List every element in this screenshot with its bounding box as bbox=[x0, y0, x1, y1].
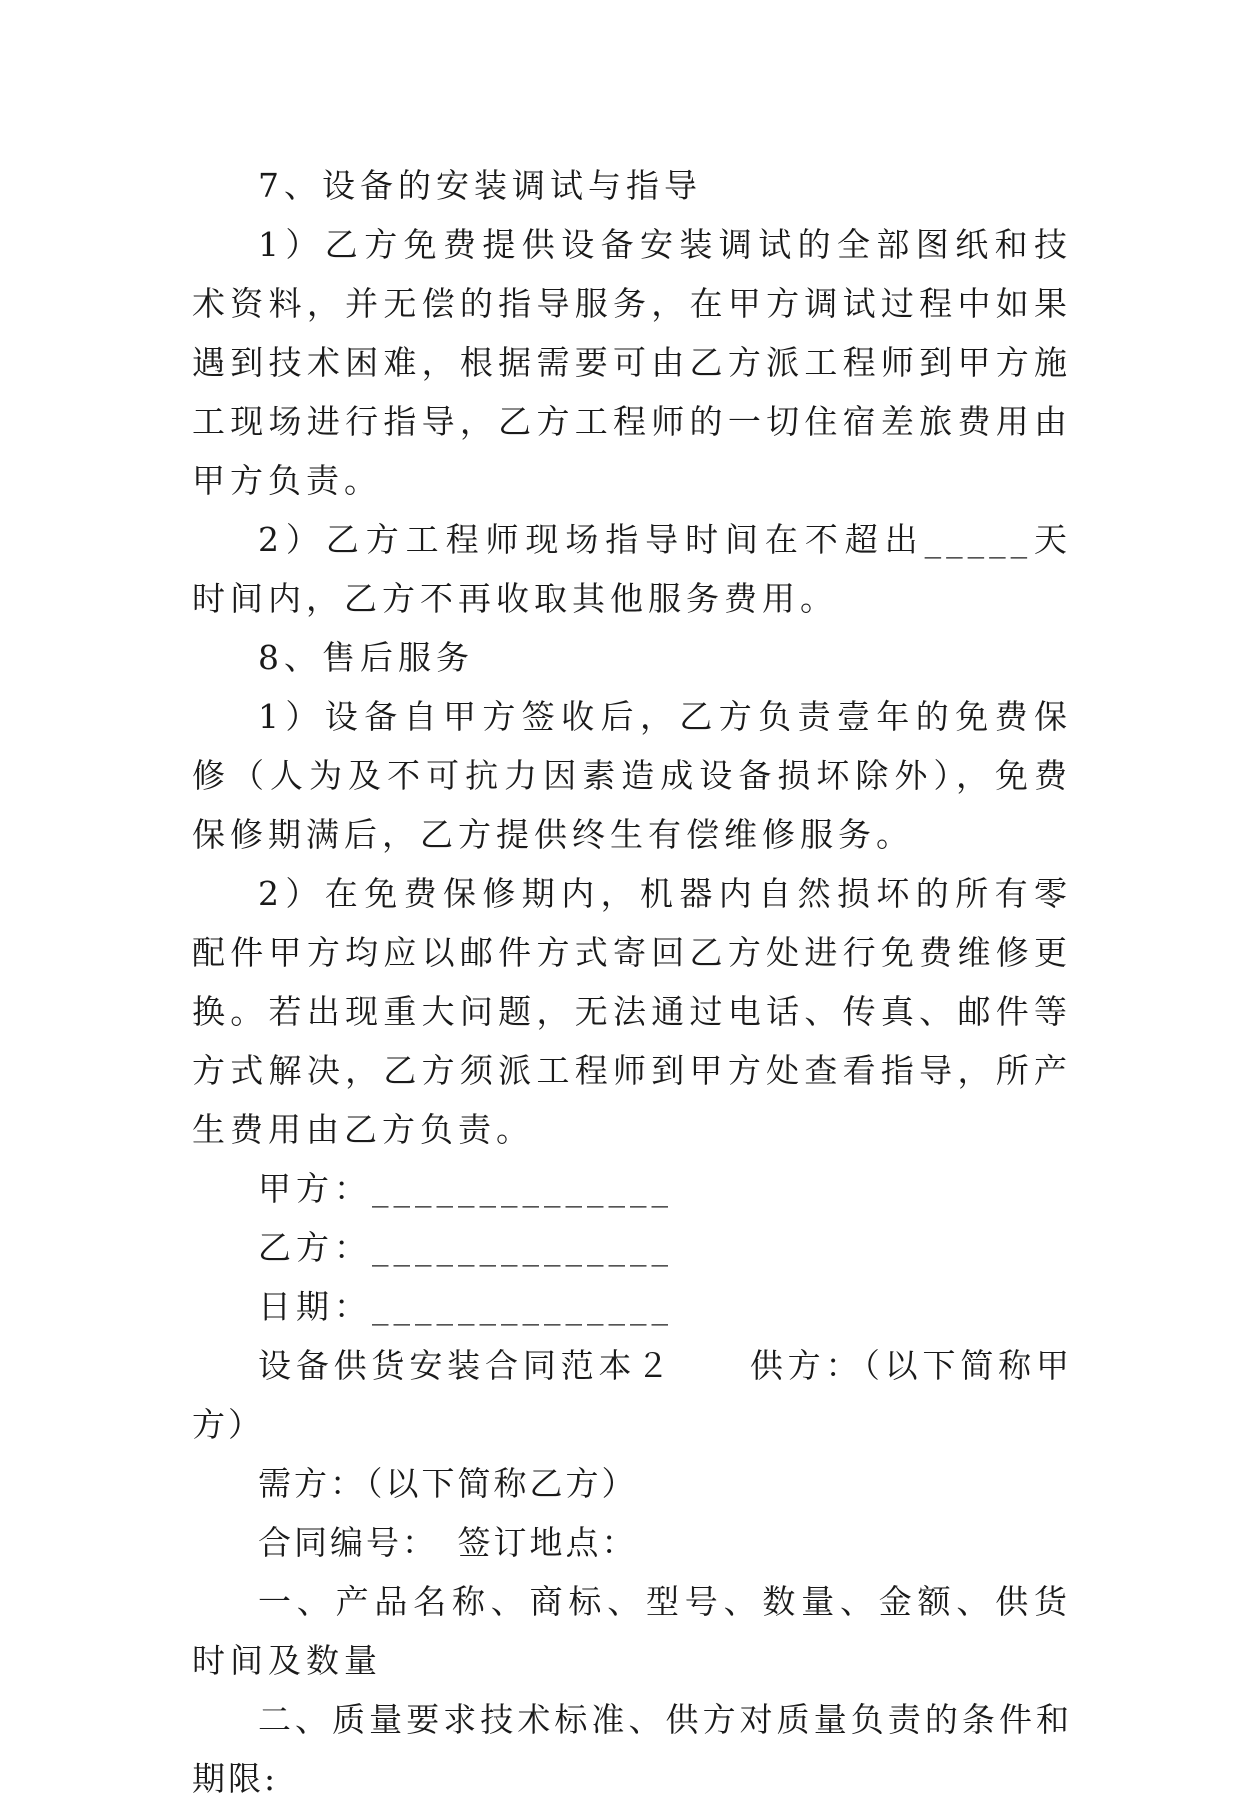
contract-template-2-title: 设备供货安装合同范本２ 供方：（以下简称甲方） bbox=[192, 1346, 1072, 1444]
signature-party-b: 乙方：______________ bbox=[258, 1228, 673, 1267]
section-heading-after-sales: 8、售后服务 bbox=[258, 638, 474, 677]
clause-after-sales-2: 2）在免费保修期内，机器内自然损坏的所有零配件甲方均应以邮件方式寄回乙方处进行免费维修更换。若出现重大问题，无法通过电话、传真、邮件等方式解决，乙方须派工程师到甲方处查看指导，所产生费用由乙方负责。 bbox=[192, 874, 1072, 1149]
contract-number-line: 合同编号： 签订地点： bbox=[258, 1523, 638, 1562]
buyer-line: 需方：（以下简称乙方） bbox=[258, 1464, 638, 1503]
clause-after-sales-1: 1）设备自甲方签收后，乙方负责壹年的免费保修（人为及不可抗力因素造成设备损坏除外），免费保修期满后，乙方提供终生有偿维修服务。 bbox=[192, 697, 1072, 854]
clause-installation-1: 1）乙方免费提供设备安装调试的全部图纸和技术资料，并无偿的指导服务，在甲方调试过程中如果遇到技术困难，根据需要可由乙方派工程师到甲方施工现场进行指导，乙方工程师的一切住宿差旅费用由甲方负责。 bbox=[192, 225, 1072, 500]
signature-party-a: 甲方：______________ bbox=[258, 1169, 673, 1208]
article-1-heading: 一、产品名称、商标、型号、数量、金额、供货时间及数量 bbox=[192, 1582, 1072, 1680]
document-body bbox=[192, 156, 1072, 1808]
section-heading-installation: 7、设备的安装调试与指导 bbox=[258, 166, 702, 205]
article-2-heading: 二、质量要求技术标准、供方对质量负责的条件和期限: bbox=[192, 1700, 1072, 1798]
clause-installation-2: 2）乙方工程师现场指导时间在不超出_____天时间内，乙方不再收取其他服务费用。 bbox=[192, 520, 1072, 618]
signature-date: 日期：______________ bbox=[258, 1287, 673, 1326]
